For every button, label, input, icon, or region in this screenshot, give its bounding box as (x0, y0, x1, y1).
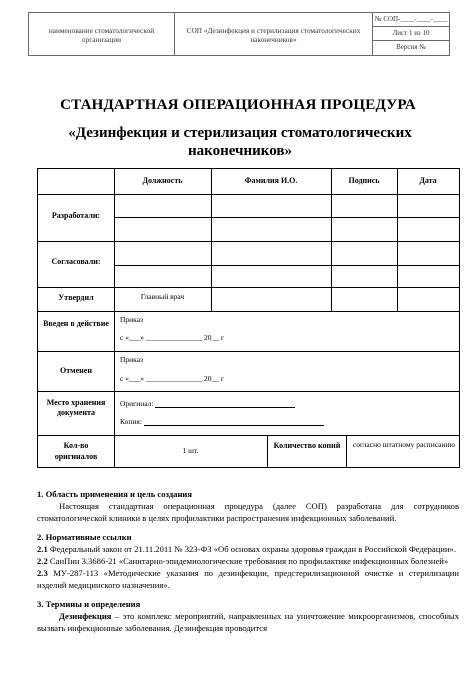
col-position-header: Должность (142, 176, 183, 185)
cancelled-order-date: с «___» _______________ 20__ г (120, 374, 224, 383)
approved-position: Главный врач (140, 292, 185, 301)
row-storage-label: Место хранения документа (46, 398, 106, 417)
row-approved-label: Утвердил (58, 293, 94, 302)
cancelled-order-label: Приказ (120, 355, 144, 364)
section-2-2: 2.2 СанПин 3.3686-21 «Санитарно-эпидемиологические требования по профилактике инфекционных болезней» (37, 556, 449, 566)
introduced-order-label: Приказ (120, 315, 144, 324)
section-2-3: 2.3 МУ-287-113 «Методические указания по дезинфекции, предстерилизационной очистке и стерилизации изделий медицинского назначения». (37, 568, 459, 590)
section-3-title: 3. Термины и определения (37, 599, 141, 609)
storage-copy (120, 417, 324, 426)
section-2-1: 2.1 Федеральный закон от 21.11.2011 № 323-ФЗ «Об основах охраны здоровья граждан в Российской Федерации». (37, 544, 456, 554)
col-signature-header: Подпись (348, 176, 380, 185)
section-1-title: 1. Область применения и цель создания (37, 489, 193, 499)
row-introduced-label: Введен в действие (43, 319, 109, 328)
copies-count-value: согласно штатному расписанию (352, 440, 456, 449)
originals-count-value: 1 шт. (182, 446, 199, 455)
page-title: СТАНДАРТНАЯ ОПЕРАЦИОННАЯ ПРОЦЕДУРА (60, 97, 416, 113)
row-originals-count-label: Кол-во оригиналов (54, 441, 98, 461)
sop-number: № СОП-____-____-____ (373, 13, 449, 27)
introduced-order-date: с «___» _______________ 20__ г (120, 333, 224, 342)
col-name-header: Фамилия И.О. (244, 176, 298, 185)
document-body (37, 488, 459, 634)
row-cancelled-label: Отменен (60, 366, 92, 375)
original-label: Оригинал: (120, 399, 154, 408)
version-number: Версия № (396, 43, 426, 51)
storage-original (120, 399, 295, 408)
section-1-text: Настоящая стандартная операционная процедура (далее СОП) разработана для сотрудников стоматологической клиники в целях профилактики распространения инфекционных заболеваний. (37, 501, 459, 523)
row-agreed-label: Согласовали: (51, 257, 101, 266)
sop-meta (373, 13, 449, 55)
copy-label: Копия: (120, 417, 142, 426)
page-subtitle: «Дезинфекция и стерилизация стоматологических наконечников» (68, 125, 412, 159)
row-copies-count-label: Количество копий (273, 441, 341, 450)
row-developed-label: Разработали: (51, 211, 101, 220)
document-header (28, 12, 450, 56)
sop-title-cell: СОП «Дезинфекция и стерилизация стоматологических наконечников» (175, 13, 373, 55)
section-3-text: Дезинфекция – это комплекс мероприятий, направленных на уничтожение микроорганизмов, способных вызвать инфекционные заболевания. Дезинфекция проводится (37, 611, 459, 633)
approval-table (37, 168, 460, 468)
organization-name: наименование стоматологической организации (29, 13, 175, 55)
sheet-number: Лист 1 из 10 (373, 27, 449, 41)
col-date-header: Дата (419, 176, 437, 185)
section-2-title: 2. Нормативные ссылки (37, 532, 132, 542)
